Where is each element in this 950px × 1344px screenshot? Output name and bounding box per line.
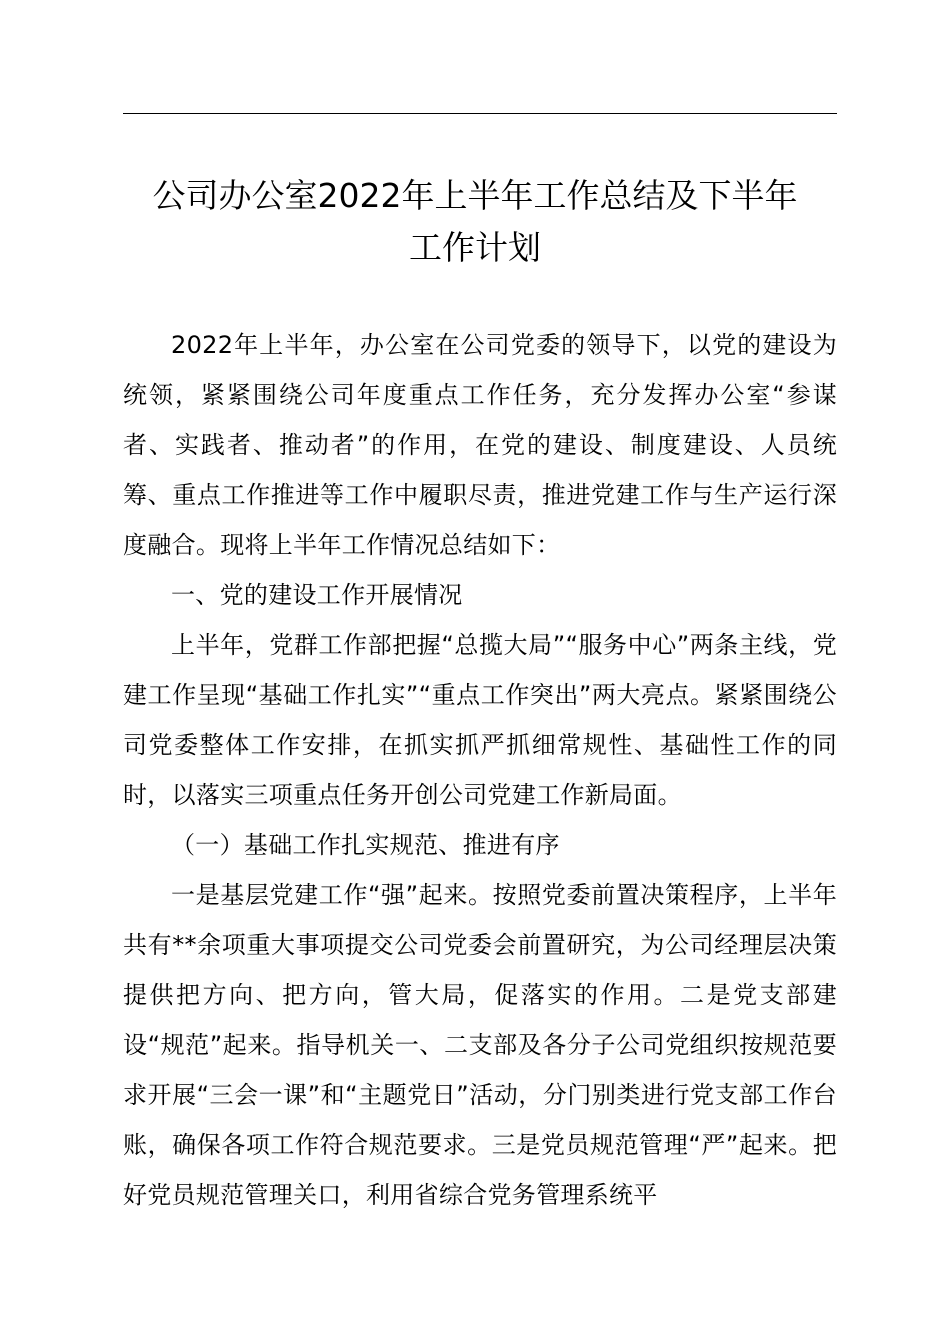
title-line-1: 公司办公室2022年上半年工作总结及下半年 (152, 176, 798, 215)
paragraph-section-1: 上半年，党群工作部把握“总揽大局”“服务中心”两条主线，党建工作呈现“基础工作扎实”“重点工作突出”两大亮点。紧紧围绕公司党委整体工作安排，在抓实抓严抓细常规性、基础性工作的同时，以落实三项重点任务开创公司党建工作新局面。 (123, 631, 837, 809)
title-line-2: 工作计划 (409, 228, 541, 267)
document-body (123, 320, 837, 1220)
paragraph-subsection-1: 一是基层党建工作“强”起来。按照党委前置决策程序，上半年共有**余项重大事项提交公司党委会前置研究，为公司经理层决策提供把方向、把方向，管大局，促落实的作用。二是党支部建设“规范”起来。指导机关一、二支部及各分子公司党组织按规范要求开展“三会一课”和“主题党日”活动，分门别类进行党支部工作台账，确保各项工作符合规范要求。三是党员规范管理“严”起来。把好党员规范管理关口，利用省综合党务管理系统平 (123, 881, 837, 1209)
header-rule (123, 113, 837, 114)
document-title (100, 170, 850, 274)
subsection-heading-1: （一）基础工作扎实规范、推进有序 (171, 831, 560, 859)
section-heading-1: 一、党的建设工作开展情况 (171, 581, 463, 609)
paragraph-intro: 2022年上半年，办公室在公司党委的领导下，以党的建设为统领，紧紧围绕公司年度重点工作任务，充分发挥办公室“参谋者、实践者、推动者”的作用，在党的建设、制度建设、人员统筹、重点工作推进等工作中履职尽责，推进党建工作与生产运行深度融合。现将上半年工作情况总结如下： (123, 331, 837, 559)
